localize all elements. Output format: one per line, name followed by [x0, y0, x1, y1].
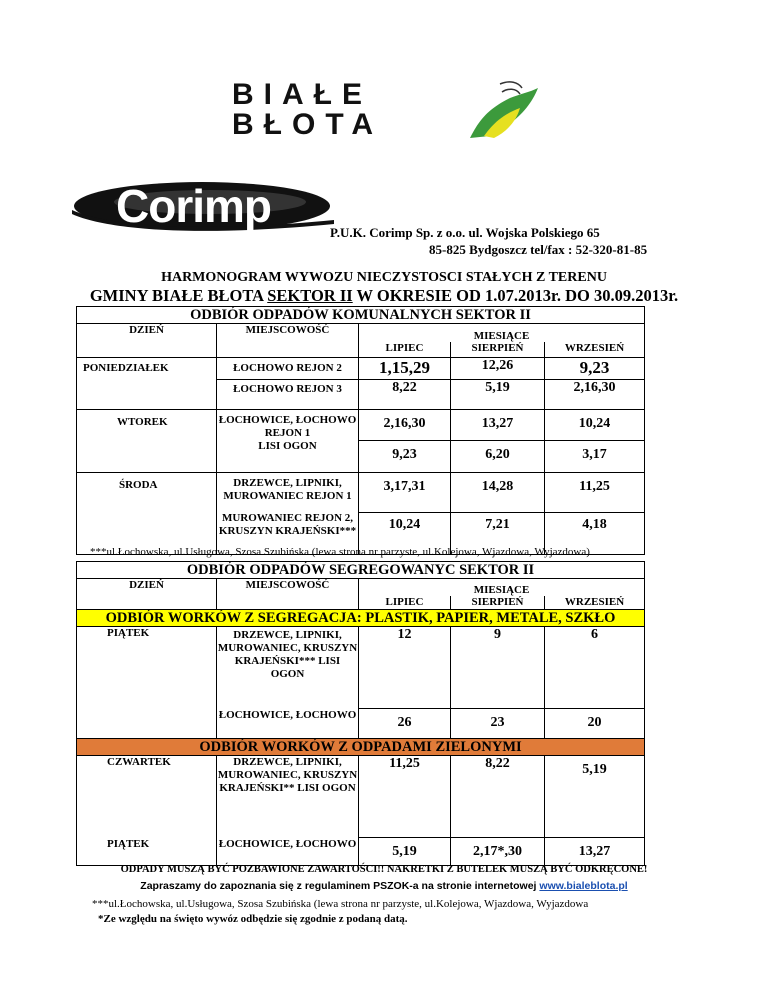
month-header: SIERPIEŃ — [451, 596, 545, 610]
date-cell: 6 — [545, 627, 645, 709]
date-cell: 3,17,31 — [359, 472, 451, 512]
place-cell: MUROWANIEC REJON 2, KRUSZYN KRAJEŃSKI*** — [217, 512, 359, 554]
day-cell: WTOREK — [77, 410, 217, 473]
logo-line2: BŁOTA — [232, 108, 384, 141]
company-line1: P.U.K. Corimp Sp. z o.o. ul. Wojska Polskiego 65 — [330, 225, 600, 240]
municipal-table-title: ODBIÓR ODPADÓW KOMUNALNYCH SEKTOR II — [77, 307, 645, 324]
date-cell: 8,22 — [451, 756, 545, 838]
date-cell: 4,18 — [545, 512, 645, 554]
segregated-table-title: ODBIÓR ODPADÓW SEGREGOWANYC SEKTOR II — [77, 562, 645, 579]
month-header: LIPIEC — [359, 342, 451, 358]
col-place-header: MIEJSCOWOŚĆ — [217, 579, 359, 610]
footer-address-note: ***ul.Łochowska, ul.Usługowa, Szosa Szubińska (lewa strona nr parzyste, ul.Kolejowa, Wjazdowa, Wyjazdowa — [92, 898, 589, 910]
date-cell: 20 — [545, 709, 645, 739]
date-cell: 10,24 — [545, 410, 645, 441]
website-link[interactable]: www.bialeblota.pl — [539, 880, 628, 892]
month-header: WRZESIEŃ — [545, 596, 645, 610]
logo-line1: BIAŁE — [232, 78, 372, 111]
day-cell: CZWARTEK — [77, 756, 217, 838]
date-cell: 13,27 — [451, 410, 545, 441]
day-cell: PIĄTEK — [77, 627, 217, 709]
place-cell: DRZEWCE, LIPNIKI, MUROWANIEC REJON 1 — [217, 472, 359, 512]
footer-holiday-note: *Ze względu na święto wywóz odbędzie się zgodnie z podaną datą. — [98, 913, 408, 925]
company-line2: 85-825 Bydgoszcz tel/fax : 52-320-81-85 — [429, 242, 648, 257]
biale-blota-logo — [232, 78, 542, 142]
date-cell: 3,17 — [545, 440, 645, 472]
corimp-logo — [72, 180, 334, 232]
col-day-header: DZIEŃ — [77, 579, 217, 610]
place-cell: LISI OGON — [217, 440, 359, 472]
date-cell: 11,25 — [359, 756, 451, 838]
leaf-mark-icon — [460, 78, 542, 142]
address-note: ***ul.Łochowska, ul.Usługowa, Szosa Szubińska (lewa strona nr parzyste, ul.Kolejowa, Wjazdowa, Wyjazdowa) — [90, 546, 590, 558]
month-header: WRZESIEŃ — [545, 342, 645, 358]
footer-invite: Zapraszamy do zapoznania się z regulaminem PSZOK-a na stronie internetowej www.bialeblota.pl — [140, 880, 628, 892]
day-cell: ŚRODA — [77, 472, 217, 554]
date-cell: 10,24 — [359, 512, 451, 554]
date-cell: 11,25 — [545, 472, 645, 512]
municipal-waste-table — [76, 306, 645, 555]
date-cell: 8,22 — [359, 380, 451, 410]
day-cell: PIĄTEK — [77, 838, 217, 866]
schedule-subtitle: GMINY BIAŁE BŁOTA SEKTOR II W OKRESIE OD 1.07.2013r. DO 30.09.2013r. — [89, 286, 679, 305]
date-cell: 23 — [451, 709, 545, 739]
date-cell: 26 — [359, 709, 451, 739]
col-day-header: DZIEŃ — [77, 324, 217, 358]
place-cell: DRZEWCE, LIPNIKI, MUROWANIEC, KRUSZYN KRAJEŃSKI*** LISI OGON — [217, 627, 359, 709]
date-cell: 5,19 — [451, 380, 545, 410]
date-cell: 9,23 — [545, 358, 645, 380]
place-cell: ŁOCHOWO REJON 2 — [217, 358, 359, 380]
col-months-header: MIESIĄCE — [359, 579, 645, 596]
date-cell: 7,21 — [451, 512, 545, 554]
date-cell: 2,16,30 — [359, 410, 451, 441]
date-cell: 2,17*,30 — [451, 838, 545, 866]
col-place-header: MIEJSCOWOŚĆ — [217, 324, 359, 358]
date-cell: 14,28 — [451, 472, 545, 512]
date-cell: 12,26 — [451, 358, 545, 380]
date-cell: 5,19 — [359, 838, 451, 866]
date-cell: 13,27 — [545, 838, 645, 866]
month-header: SIERPIEŃ — [451, 342, 545, 358]
date-cell: 2,16,30 — [545, 380, 645, 410]
segregated-waste-table — [76, 561, 645, 866]
col-months-header: MIESIĄCE — [359, 324, 645, 342]
company-address — [330, 224, 730, 258]
month-header: LIPIEC — [359, 596, 451, 610]
footer-warning: ODPADY MUSZĄ BYĆ POZBAWIONE ZAWARTOŚCI!! NAKRETKI Z BUTELEK MUSZĄ BYĆ ODKRĘCONE! — [120, 864, 648, 875]
corimp-wordmark: Corimp — [116, 180, 271, 232]
band-recyclables: ODBIÓR WORKÓW Z SEGREGACJA: PLASTIK, PAPIER, METALE, SZKŁO — [77, 610, 645, 627]
place-cell: ŁOCHOWICE, ŁOCHOWO REJON 1 — [217, 410, 359, 441]
band-green-waste: ODBIÓR WORKÓW Z ODPADAMI ZIELONYMI — [77, 739, 645, 756]
place-cell: ŁOCHOWO REJON 3 — [217, 380, 359, 410]
day-cell: PONIEDZIAŁEK — [77, 358, 217, 410]
date-cell: 12 — [359, 627, 451, 709]
place-cell: DRZEWCE, LIPNIKI, MUROWANIEC, KRUSZYN KRAJEŃSKI** LISI OGON — [217, 756, 359, 838]
date-cell: 9,23 — [359, 440, 451, 472]
date-cell: 9 — [451, 627, 545, 709]
place-cell: ŁOCHOWICE, ŁOCHOWO — [217, 838, 359, 866]
date-cell: 1,15,29 — [359, 358, 451, 380]
schedule-title: HARMONOGRAM WYWOZU NIECZYSTOSCI STAŁYCH Z TERENU — [161, 270, 607, 285]
place-cell: ŁOCHOWICE, ŁOCHOWO — [217, 709, 359, 739]
date-cell: 5,19 — [545, 756, 645, 838]
date-cell: 6,20 — [451, 440, 545, 472]
